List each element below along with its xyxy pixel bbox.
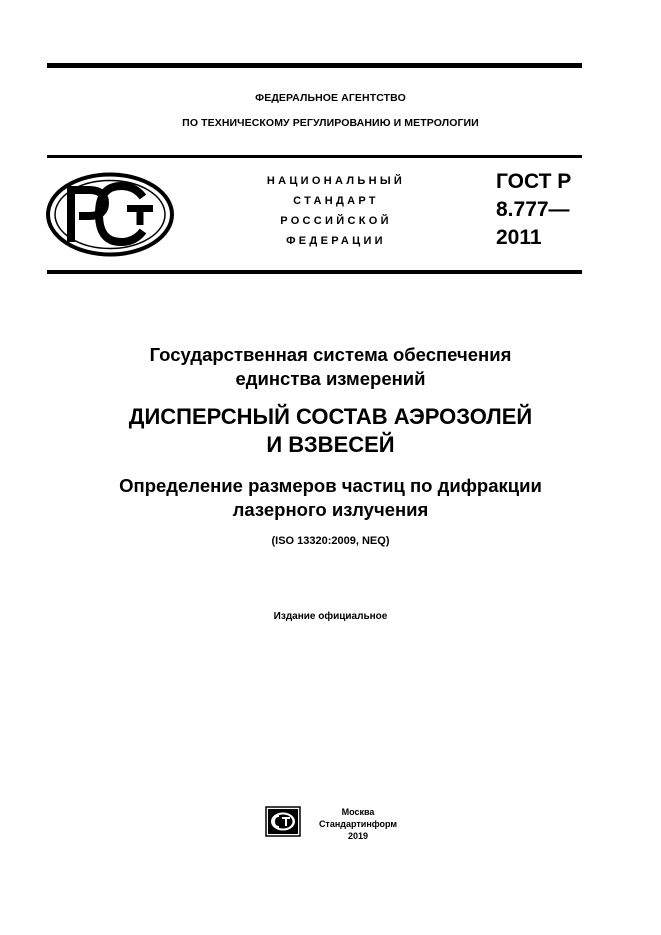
agency-line-2: ПО ТЕХНИЧЕСКОМУ РЕГУЛИРОВАНИЮ И МЕТРОЛОГИИ: [182, 117, 479, 129]
system-title-line: Государственная система обеспечения: [149, 344, 512, 365]
publisher-city: Москва: [341, 807, 375, 817]
national-standard-label: [244, 171, 428, 251]
national-line: НАЦИОНАЛЬНЫЙ: [266, 175, 406, 187]
gost-line: 2011: [496, 226, 542, 249]
national-line: СТАНДАРТ: [293, 195, 379, 207]
bottom-rule: [47, 270, 582, 274]
national-line: ФЕДЕРАЦИИ: [286, 235, 386, 247]
standartinform-logo-icon: [265, 806, 301, 837]
national-line: РОССИЙСКОЙ: [280, 215, 392, 227]
top-rule: [47, 63, 582, 68]
subtitle-line: Определение размеров частиц по дифракции: [119, 475, 542, 496]
gost-designation: [496, 168, 571, 252]
subtitle: [0, 474, 661, 522]
publisher-year: 2019: [347, 831, 369, 841]
main-title: [0, 403, 661, 459]
main-title-line: ДИСПЕРСНЫЙ СОСТАВ АЭРОЗОЛЕЙ: [128, 404, 533, 429]
middle-rule: [47, 155, 582, 158]
system-title-line: единства измерений: [235, 368, 426, 389]
gost-line: ГОСТ Р: [496, 170, 572, 193]
agency-line-1: ФЕДЕРАЛЬНОЕ АГЕНТСТВО: [255, 92, 406, 104]
iso-reference: (ISO 13320:2009, NEQ): [271, 535, 390, 547]
rst-certification-mark-icon: [45, 172, 175, 257]
subtitle-line: лазерного излучения: [232, 499, 429, 520]
publisher-name: Стандартинформ: [318, 819, 398, 829]
edition-label: Издание официальное: [273, 611, 388, 622]
gost-line: 8.777—: [496, 198, 570, 221]
main-title-line: И ВЗВЕСЕЙ: [266, 432, 395, 457]
publisher-info: [308, 806, 408, 842]
system-title: [0, 343, 661, 391]
